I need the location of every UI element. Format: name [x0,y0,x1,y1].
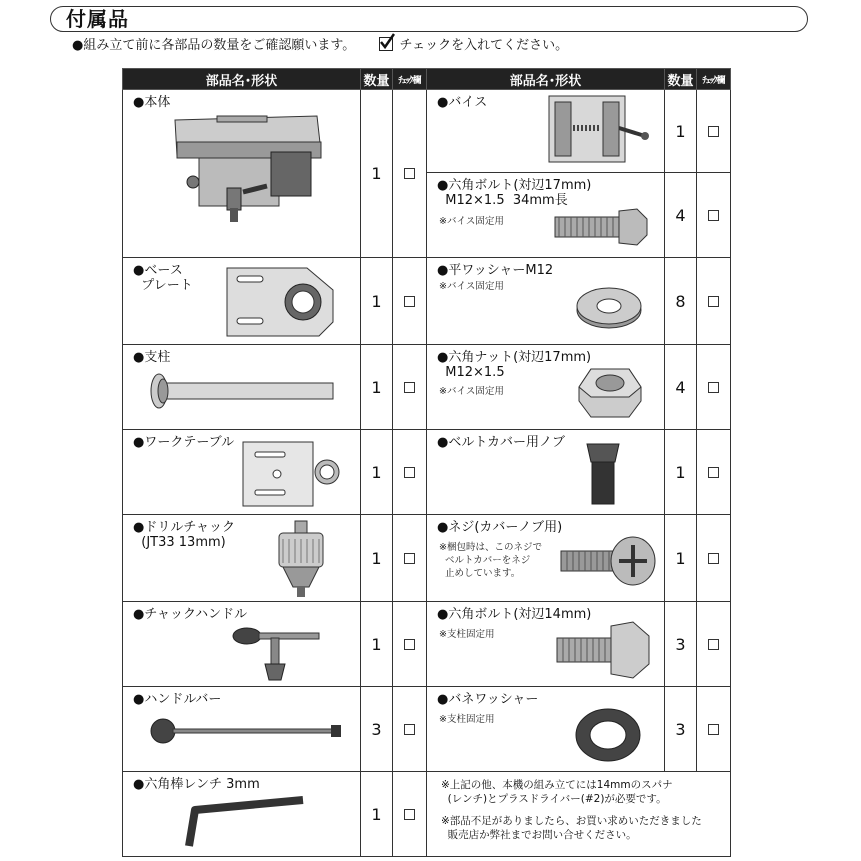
work-table-icon [239,438,349,510]
part-name: ●本体 [133,95,171,110]
intro-line [72,37,568,55]
part-qty: 3 [361,687,393,772]
part-name: ●六角ボルト(対辺14mm) [437,607,592,622]
checkbox[interactable] [708,639,719,650]
check-cell [393,430,427,515]
check-cell [697,430,731,515]
header-check-right: ﾁｪｯｸ欄 [697,69,731,90]
part-qty: 1 [665,90,697,173]
checkbox[interactable] [404,639,415,650]
section-header [50,6,808,32]
part-note: ※バイス固定用 [439,386,504,397]
hex-nut-icon [577,367,643,419]
footnote: ※部品不足がありましたら、お買い求めいただきました 販売店か弊社までお問い合せください。 [441,815,702,841]
part-cell-hex-key [123,772,361,857]
checkbox[interactable] [404,553,415,564]
table-row [123,687,731,772]
header-qty-left: 数量 [361,69,393,90]
part-name: ●バネワッシャー [437,692,539,707]
footnote: ※上記の他、本機の組み立てには14mmのスパナ (レンチ)とプラスドライバー(#2)が必要です。 [441,779,673,805]
part-cell-body [123,90,361,258]
handle-bar-icon [149,717,349,747]
page-title: 付属品 [66,7,129,31]
check-cell [393,345,427,430]
table-row [123,90,731,173]
checkbox[interactable] [708,296,719,307]
part-note: ※バイス固定用 [439,281,504,292]
check-cell [697,515,731,602]
hex-bolt-small-icon [555,620,653,680]
checkbox[interactable] [404,467,415,478]
part-cell-spring-washer [427,687,665,772]
header-qty-right: 数量 [665,69,697,90]
part-qty: 4 [665,173,697,258]
drill-chuck-icon [271,519,331,599]
part-qty: 3 [665,602,697,687]
checkbox[interactable] [404,382,415,393]
part-qty: 1 [361,90,393,258]
spring-washer-icon [573,701,643,765]
chuck-key-icon [231,622,341,682]
part-name: ●支柱 [133,350,171,365]
check-cell [697,687,731,772]
checkbox[interactable] [708,724,719,735]
check-cell [697,173,731,258]
checkbox[interactable] [708,467,719,478]
checkmark-icon [379,37,393,51]
header-name-left: 部品名･形状 [123,69,361,90]
part-cell-hex-bolt [427,173,665,258]
part-name: ●チャックハンドル [133,607,248,622]
table-row [123,772,731,857]
part-cell-flat-washer [427,258,665,345]
knob-icon [583,440,623,506]
part-qty: 1 [665,515,697,602]
part-qty: 1 [665,430,697,515]
base-plate-icon [219,266,339,338]
part-cell-hex-nut [427,345,665,430]
part-qty: 8 [665,258,697,345]
checkbox[interactable] [404,296,415,307]
part-cell-work-table [123,430,361,515]
footnote-cell [427,772,731,857]
part-qty: 1 [361,602,393,687]
part-cell-base-plate [123,258,361,345]
drill-press-body-icon [167,112,327,242]
header-check-left: ﾁｪｯｸ欄 [393,69,427,90]
hex-key-icon [179,796,309,852]
part-cell-drill-chuck [123,515,361,602]
part-cell-hex-bolt-14 [427,602,665,687]
intro-text: ●組み立て前に各部品の数量をご確認願います。 [72,38,356,53]
part-cell-vise [427,90,665,173]
check-cell [393,602,427,687]
check-cell [697,258,731,345]
part-qty: 4 [665,345,697,430]
part-cell-column [123,345,361,430]
checkbox[interactable] [708,126,719,137]
part-qty: 1 [361,772,393,857]
screw-icon [559,535,659,587]
part-name: ●ネジ(カバーノブ用) [437,520,563,535]
header-name-right: 部品名･形状 [427,69,665,90]
part-cell-chuck-key [123,602,361,687]
checkbox[interactable] [708,382,719,393]
part-note: ※支柱固定用 [439,629,495,640]
part-name: ●ドリルチャック (JT33 13mm) [133,520,235,550]
table-row [123,345,731,430]
table-row [123,258,731,345]
table-row [123,602,731,687]
part-cell-screw [427,515,665,602]
checkbox[interactable] [404,168,415,179]
hex-bolt-icon [553,207,649,247]
part-cell-knob [427,430,665,515]
vise-icon [545,92,655,168]
part-name: ●ワークテーブル [133,435,235,450]
table-row [123,430,731,515]
part-qty: 1 [361,430,393,515]
check-cell [697,90,731,173]
column-pole-icon [147,371,337,411]
checkbox[interactable] [404,809,415,820]
part-qty: 1 [361,345,393,430]
part-name: ●バイス [437,95,488,110]
part-name: ●六角ナット(対辺17mm) M12×1.5 [437,350,592,380]
intro-check-text: チェックを入れてください。 [399,38,569,53]
part-name: ●六角ボルト(対辺17mm) M12×1.5 34mm長 [437,178,592,208]
intro-check-hint [379,37,568,55]
part-cell-handle-bar [123,687,361,772]
part-note: ※バイス固定用 [439,216,504,227]
part-name: ●ベルトカバー用ノブ [437,435,565,450]
checkbox[interactable] [708,210,719,221]
part-qty: 3 [665,687,697,772]
part-note: ※梱包時は、このネジで ベルトカバーをネジ 止めしています。 [439,542,542,579]
part-name: ●ハンドルバー [133,692,222,707]
checkbox[interactable] [404,724,415,735]
check-cell [393,772,427,857]
part-qty: 1 [361,258,393,345]
check-cell [393,687,427,772]
parts-table [122,68,731,857]
check-cell [393,258,427,345]
check-cell [393,90,427,258]
part-name: ●平ワッシャーM12 [437,263,554,278]
part-name: ●ベース プレート [133,263,193,293]
part-name: ●六角棒レンチ 3mm [133,777,260,792]
check-cell [697,345,731,430]
table-header-row [123,69,731,90]
part-qty: 1 [361,515,393,602]
check-cell [697,602,731,687]
part-note: ※支柱固定用 [439,714,495,725]
check-cell [393,515,427,602]
table-row [123,515,731,602]
flat-washer-icon [575,282,643,332]
checkbox[interactable] [708,553,719,564]
